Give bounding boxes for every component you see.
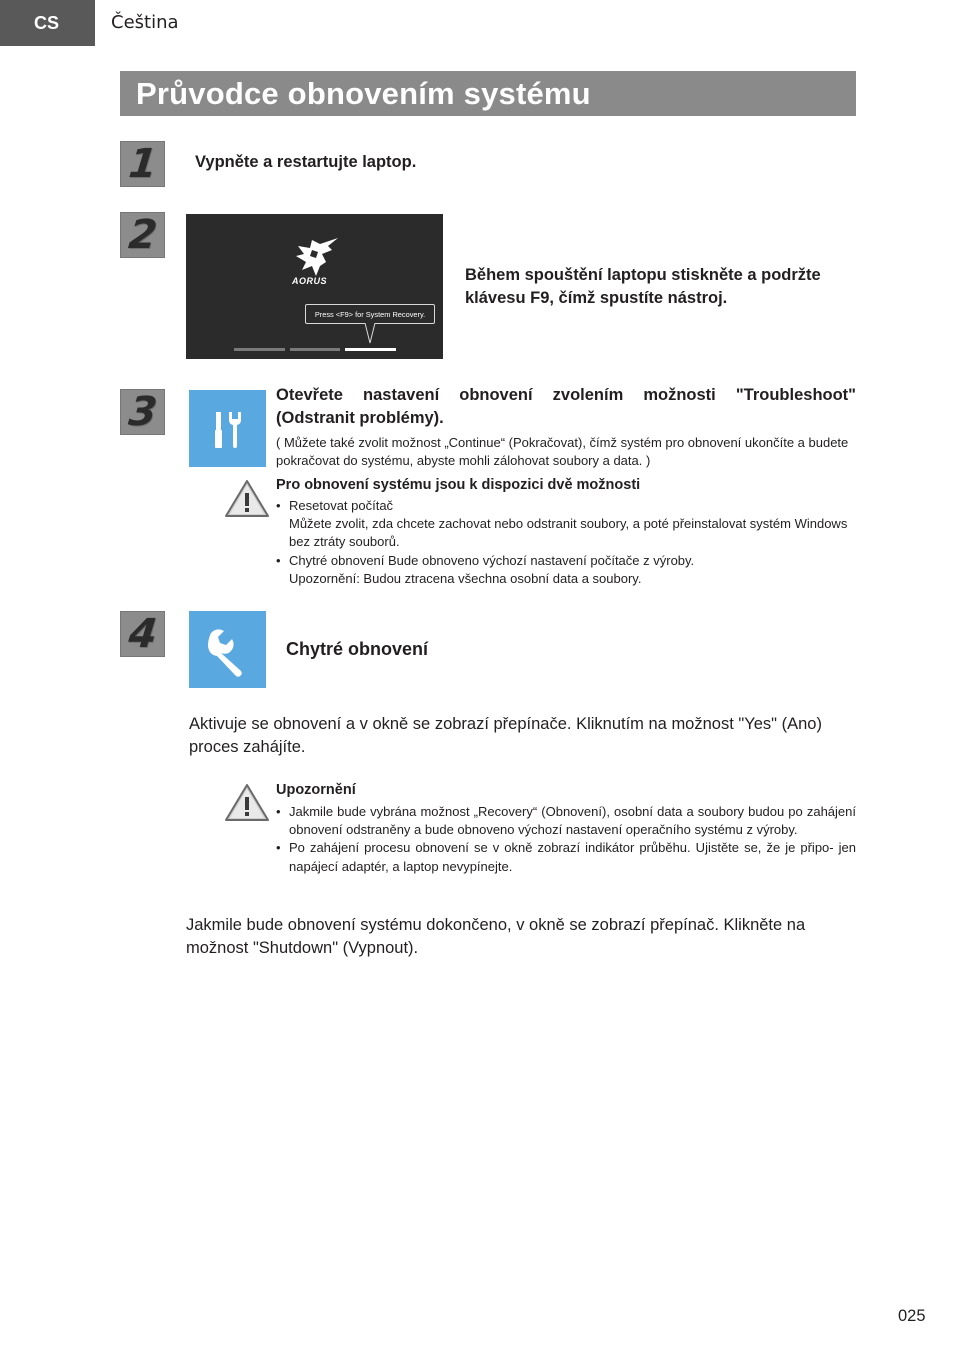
troubleshoot-tile [189,390,266,467]
progress-segment-1 [234,348,285,351]
step-2-text: Během spouštění laptopu stiskněte a podržte klávesu F9, čímž spustíte nástroj. [465,266,821,307]
option-title: • Chytré obnovení Bude obnoveno výchozí nastavení počítače z výroby. [289,552,695,568]
warning-icon [224,782,270,824]
step-1-text: Vypněte a restartujte laptop. [195,153,417,171]
step-4-paragraph: Aktivuje se obnovení a v okně se zobrazí přepínače. Kliknutím na možnost "Yes" (Ano) proces zahájíte. [189,715,822,756]
step-4-heading: Chytré obnovení [286,639,429,659]
step-3-badge [120,389,165,435]
warning-icon [224,478,270,520]
step-4-number: 4 [126,611,159,657]
options-title: Pro obnovení systému jsou k dispozici dvě možnosti [276,477,641,493]
smart-recovery-tile [189,611,266,688]
progress-segment-3 [345,348,396,351]
warning-item: • Jakmile bude vybrána možnost „Recovery“ (Obnovení), osobní data a soubory budou po zahájení obnovení odstraněny a bude obnoveno výchozí nastavení operačního systému z výroby. [276,803,856,839]
page-title: Průvodce obnovením systému [136,76,591,111]
completion-text: Jakmile bude obnovení systému dokončeno, v okně se zobrazí přepínač. Klikněte na možnost "Shutdown" (Vypnout). [186,916,806,957]
step-3-note: ( Můžete také zvolit možnost „Continue“ (Pokračovat), čímž systém pro obnovení ukončíte a budete pokračovat do systému, abyste mohli zálohovat soubory a data. ) [276,435,849,469]
option-description: Můžete zvolit, zda chcete zachovat nebo odstranit soubory, a poté přeinstalovat systém Windows bez ztráty souborů. [289,516,848,550]
step-4-badge [120,611,165,657]
language-badge: CS [0,0,95,46]
step-2-number: 2 [126,212,159,258]
step-3-number: 3 [126,389,159,435]
title-bar [120,71,856,116]
warning-item: • Po zahájení procesu obnovení se v okně zobrazí indikátor průběhu. Ujistěte se, že je připo- jen napájecí adaptér, a laptop nevypínejte. [276,839,856,875]
recovery-prompt: Press <F9> for System Recovery. [305,304,435,324]
progress-segment-2 [290,348,340,351]
option-item [276,497,848,552]
tools-icon [189,390,266,467]
warning-list [276,803,856,876]
wrench-icon [189,611,266,688]
options-list [276,497,848,588]
language-name: Čeština [111,12,179,33]
prompt-pointer [364,323,376,345]
option-item [276,552,848,588]
page-number: 025 [898,1307,926,1325]
step-1-number: 1 [126,141,159,187]
step-2-badge [120,212,165,258]
option-description: Upozornění: Budou ztracena všechna osobní data a soubory. [289,570,642,586]
boot-screen-image [186,214,443,359]
warning-title: Upozornění [276,782,356,798]
step-3-heading: Otevřete nastavení obnovení zvolením možnosti "Troubleshoot" (Odstranit problémy). [276,386,856,427]
step-1-badge [120,141,165,187]
option-title: • Resetovat počítač [289,498,394,513]
aorus-brand-text: AORUS [292,276,328,286]
